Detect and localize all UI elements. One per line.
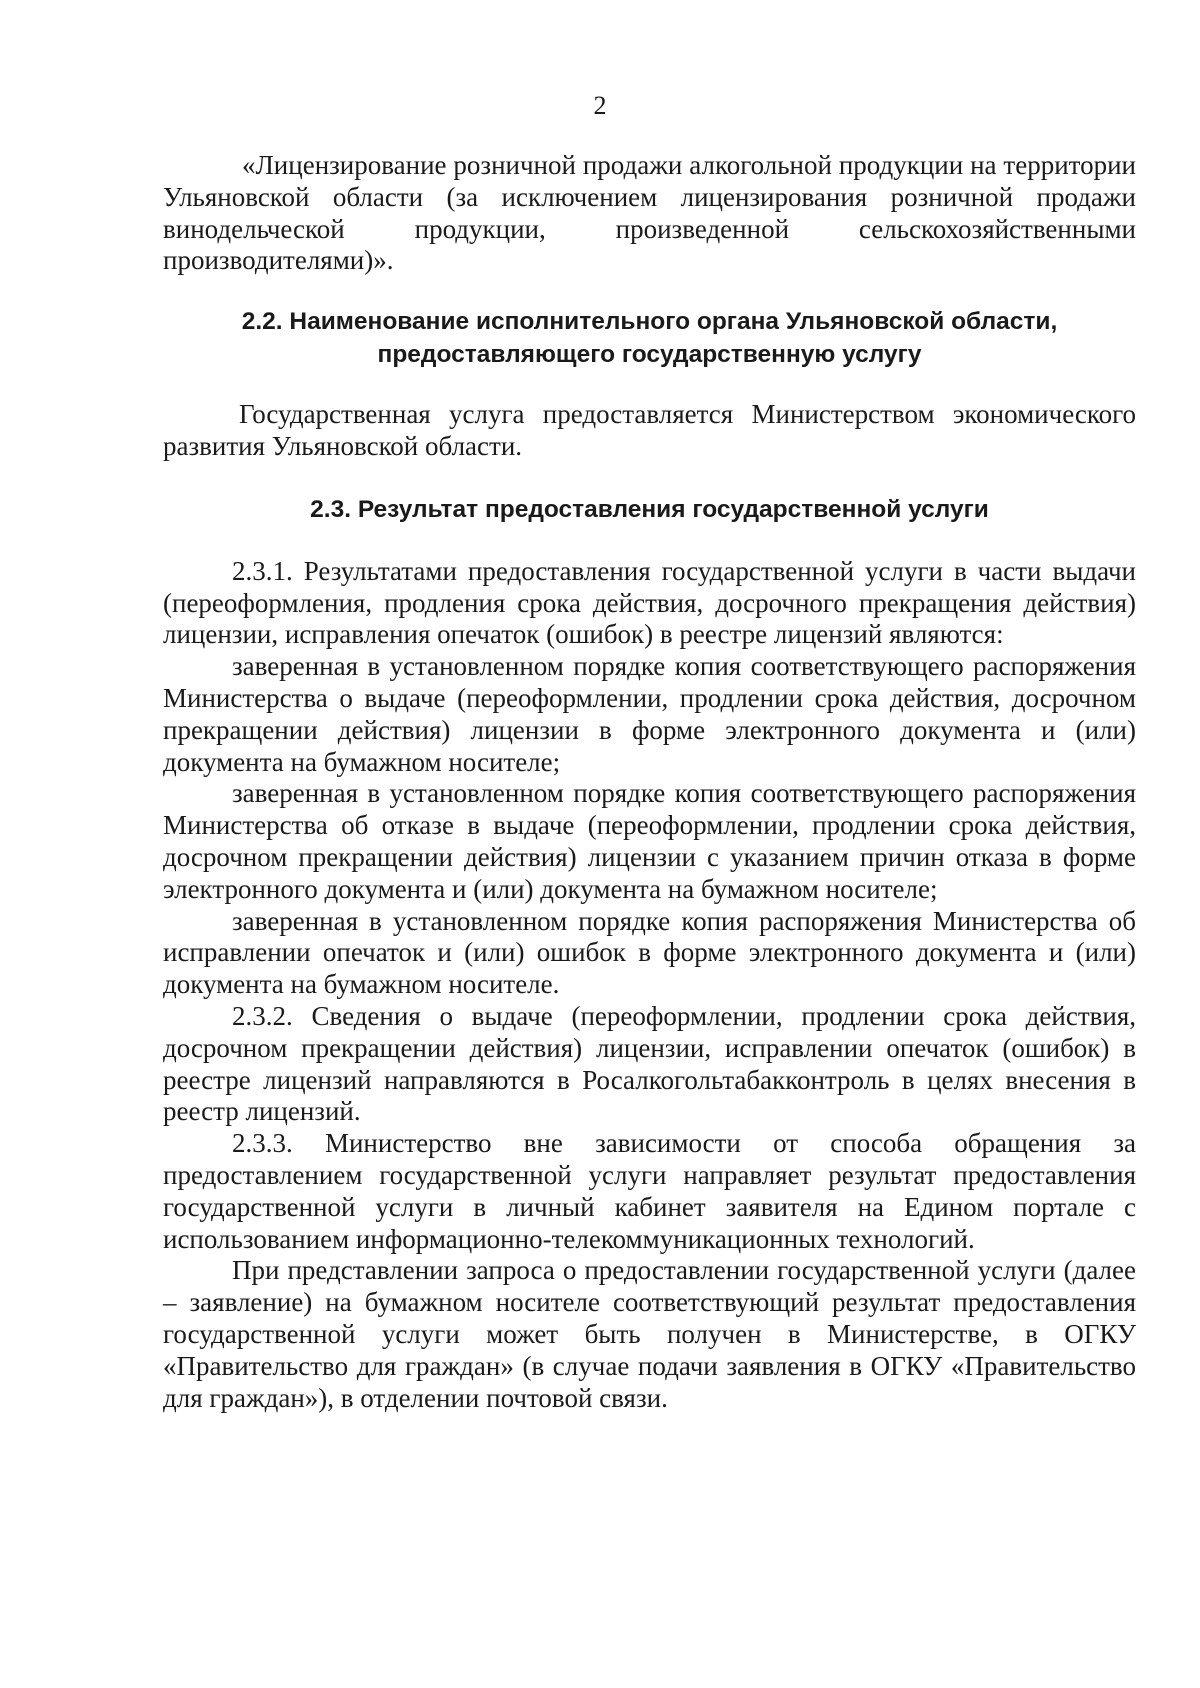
result-item: заверенная в установленном порядке копия соответствующего распоряжения Министерства о выдаче (переоформлении, продлении срока действия, досрочном прекращении действия) лицензии в форме электронного документа и (или) документа на бумажном носителе; <box>163 651 1136 777</box>
paragraph-2-3-2: 2.3.2. Сведения о выдаче (переоформлении, продлении срока действия, досрочном прекращении действия) лицензии, исправлении опечаток (ошибок) в реестре лицензий направляются в Росалкогольтабакконтроль в целях внесения в реестр лицензий. <box>163 1000 1136 1127</box>
paragraph-2-3-3: 2.3.3. Министерство вне зависимости от способа обращения за предоставлением государственной услуги направляет результат предоставления государственной услуги в личный кабинет заявителя на Едином портале с использованием информационно-телекоммуникационных технологий. <box>163 1128 1136 1254</box>
result-item: заверенная в установленном порядке копия распоряжения Министерства об исправлении опечаток и (или) ошибок в форме электронного документа и (или) документа на бумажном носителе. <box>163 905 1136 1000</box>
page-number: 2 <box>593 91 607 120</box>
paragraph-paper-submission: При представлении запроса о предоставлении государственной услуги (далее – заявление) на бумажном носителе соответствующий результат предоставления государственной услуги может быть получен в Министерстве, в ОГКУ «Правительство для граждан» (в случае подачи заявления в ОГКУ «Правительство для граждан»), в отделении почтовой связи. <box>163 1255 1136 1413</box>
page-body <box>163 150 1136 1414</box>
section-2-2-paragraph: Государственная услуга предоставляется Министерством экономического развития Ульяновской области. <box>163 399 1136 461</box>
section-2-3-heading <box>163 493 1136 526</box>
result-item: заверенная в установленном порядке копия соответствующего распоряжения Министерства об отказе в выдаче (переоформлении, продлении срока действия, досрочном прекращении действия) лицензии с указанием причин отказа в форме электронного документа и (или) документа на бумажном носителе; <box>163 778 1136 904</box>
intro-paragraph: «Лицензирование розничной продажи алкогольной продукции на территории Ульяновской области (за исключением лицензирования розничной продажи винодельческой продукции, произведенной сельскохозяйственными производителями)». <box>163 150 1136 276</box>
section-heading-line: предоставляющего государственную услугу <box>377 341 922 369</box>
section-heading-line: 2.3. Результат предоставления государственной услуги <box>310 495 989 523</box>
paragraph-2-3-1: 2.3.1. Результатами предоставления государственной услуги в части выдачи (переоформления, продления срока действия, досрочного прекращения действия) лицензии, исправления опечаток (ошибок) в реестре лицензий являются: <box>163 555 1136 650</box>
section-heading-line: 2.2. Наименование исполнительного органа Ульяновской области, <box>241 308 1058 336</box>
section-2-2-heading <box>163 305 1136 371</box>
